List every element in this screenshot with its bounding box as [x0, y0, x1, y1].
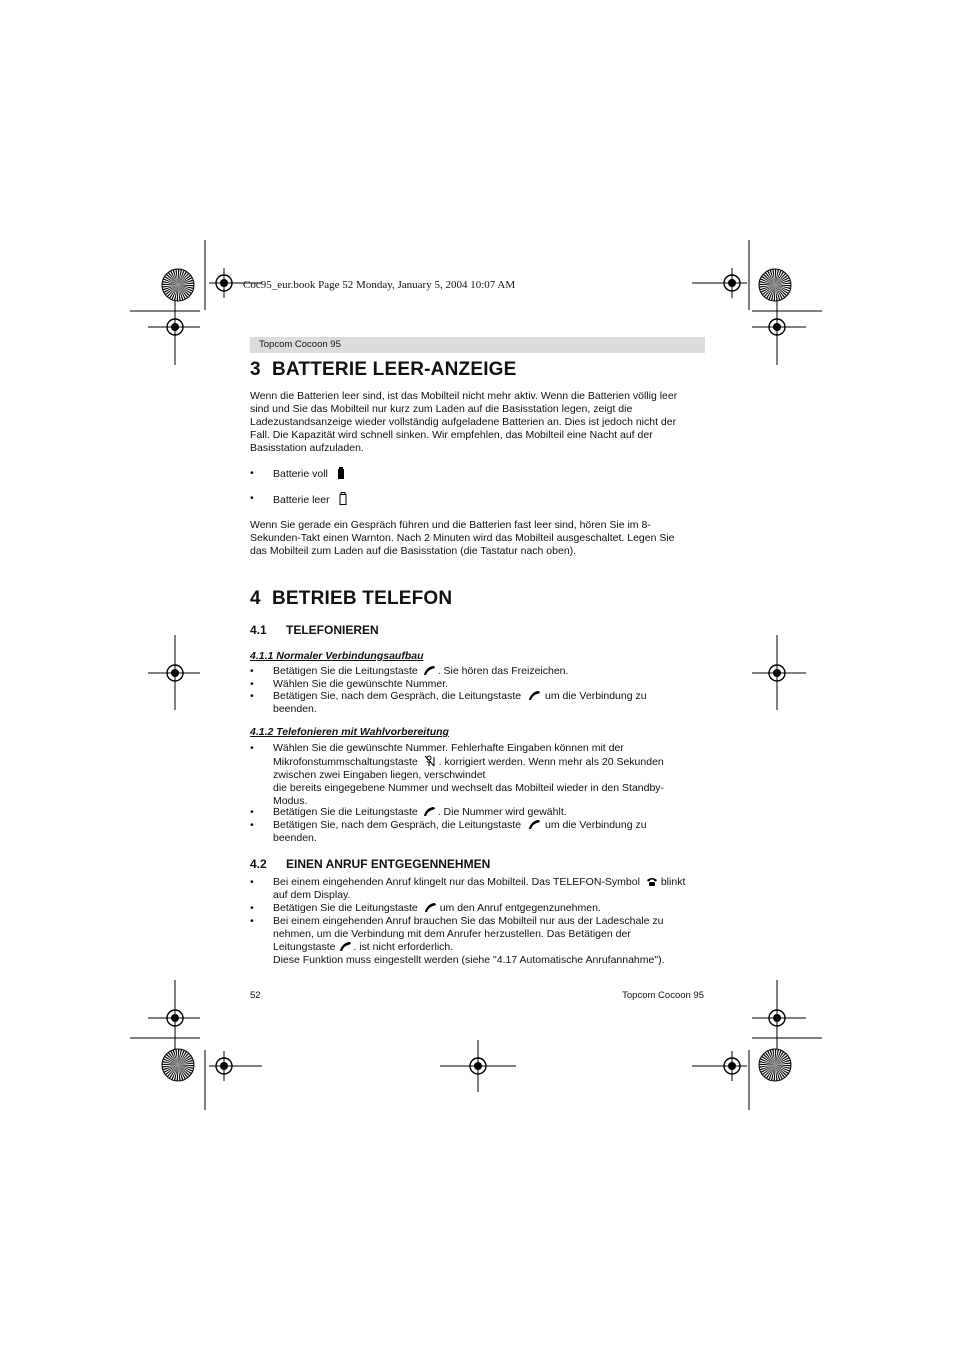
text-line: Basisstation aufzuladen.	[250, 442, 364, 454]
sunburst-mark	[758, 1048, 792, 1082]
phone-key-icon	[528, 690, 541, 701]
text-line: Fall. Die Kapazität wird schnell sinken. Wir empfehlen, das Mobilteil eine Nacht auf der	[250, 429, 653, 441]
text-line: Sekunden-Takt einen Warnton. Nach 2 Minuten wird das Mobilteil ausgeschaltet. Legen Sie	[250, 532, 675, 544]
section-4-1-heading	[250, 623, 379, 637]
section-3-heading	[250, 359, 517, 381]
section-3-warning	[250, 519, 710, 558]
battery-empty-label: Batterie leer	[273, 494, 330, 506]
section-3-intro	[250, 390, 710, 455]
phone-key-icon	[339, 941, 352, 952]
subsection-number: 4.1	[250, 623, 267, 637]
section-number: 3	[250, 359, 261, 380]
footer-title: Topcom Cocoon 95	[622, 990, 704, 1001]
section-number: 4	[250, 588, 261, 609]
phone-key-icon	[423, 806, 436, 817]
section-title: BETRIEB TELEFON	[272, 588, 453, 609]
subsection-title: EINEN ANRUF ENTGEGENNEHMEN	[286, 857, 491, 871]
section-4-1-2-heading: 4.1.2 Telefonieren mit Wahlvorbereitung	[250, 726, 449, 738]
subsection-number: 4.2	[250, 857, 267, 871]
sunburst-mark	[161, 268, 195, 302]
section-title: BATTERIE LEER-ANZEIGE	[272, 359, 517, 380]
print-slug: Coc95_eur.book Page 52 Monday, January 5, 2004 10:07 AM	[243, 279, 516, 291]
battery-full-label: Batterie voll	[273, 468, 328, 480]
phone-key-icon	[423, 665, 436, 676]
text-line: sind und Sie das Mobilteil nur kurz zum Laden auf die Basisstation legen, zeigt die	[250, 403, 633, 415]
mute-key-icon	[424, 755, 436, 767]
section-4-2-heading	[250, 857, 490, 871]
text-line: Wenn Sie gerade ein Gespräch führen und die Batterien fast leer sind, hören Sie im 8-	[250, 519, 651, 531]
phone-key-icon	[528, 819, 541, 830]
section-4-1-1-heading: 4.1.1 Normaler Verbindungsaufbau	[250, 650, 424, 662]
text-line: Ladezustandsanzeige wieder vollständig aufgeladene Batterien an. Dies ist jedoch nicht der	[250, 416, 677, 428]
running-header	[250, 337, 705, 353]
header-title: Topcom Cocoon 95	[259, 339, 341, 350]
subsection-title: TELEFONIEREN	[286, 623, 379, 637]
battery-full-icon	[337, 467, 345, 479]
section-4-heading	[250, 588, 452, 610]
sunburst-mark	[758, 268, 792, 302]
battery-empty-icon	[339, 492, 347, 505]
telephone-symbol-icon	[646, 876, 658, 887]
phone-key-icon	[424, 902, 437, 913]
text-line: Wenn die Batterien leer sind, ist das Mobilteil nicht mehr aktiv. Wenn die Batterien völlig leer	[250, 390, 678, 402]
sunburst-mark	[161, 1048, 195, 1082]
page-number: 52	[250, 990, 261, 1001]
text-line: das Mobilteil zum Laden auf die Basisstation (die Tastatur nach oben).	[250, 545, 577, 557]
